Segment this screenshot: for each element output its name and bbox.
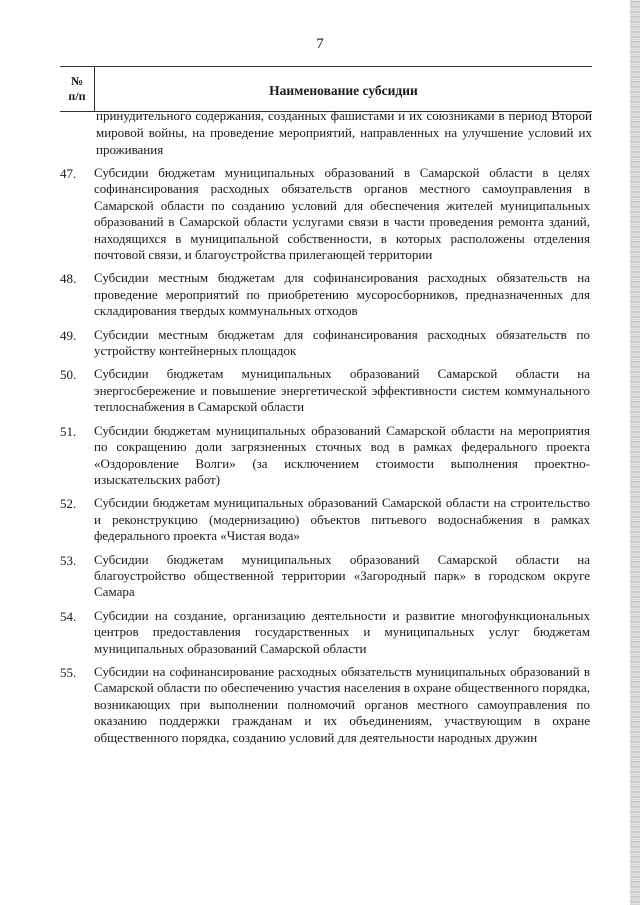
row-number: 55. bbox=[60, 664, 77, 680]
row-number: 48. bbox=[60, 271, 77, 287]
row-subsidy-text: Субсидии местным бюджетам для софинансирования расходных обязательств на проведение мероприятий по приобретению мусоросборников, предназначенных для складирования твердых коммунальных отходов bbox=[94, 270, 590, 319]
table-row bbox=[60, 327, 592, 360]
table-row bbox=[60, 552, 592, 601]
row-number: 54. bbox=[60, 608, 77, 624]
row-number: 52. bbox=[60, 496, 77, 512]
table-row bbox=[60, 423, 592, 489]
subsidies-table bbox=[60, 66, 592, 746]
row-number: 51. bbox=[60, 423, 77, 439]
header-name-cell: Наименование субсидии bbox=[269, 83, 418, 98]
table-row bbox=[60, 270, 592, 319]
header-num-label: № bbox=[70, 74, 84, 88]
header-num-label-2: п/п bbox=[68, 89, 86, 103]
page-number: 7 bbox=[316, 36, 324, 52]
row-subsidy-text: Субсидии местным бюджетам для софинансирования расходных обязательств по устройству контейнерных площадок bbox=[94, 326, 590, 359]
table-body bbox=[60, 165, 592, 746]
table-row bbox=[60, 165, 592, 263]
continuation-text: принудительного содержания, созданных фашистами и их союзниками в период Второй мировой войны, на проведение мероприятий, направленных на улучшение условий их проживания bbox=[96, 108, 592, 157]
row-subsidy-text: Субсидии бюджетам муниципальных образований Самарской области на строительство и реконструкцию (модернизацию) объектов питьевого водоснабжения в рамках федерального проекта «Чистая вода» bbox=[94, 495, 590, 544]
row-subsidy-text: Субсидии на софинансирование расходных обязательств муниципальных образований в Самарской области по обеспечению участия населения в охране общественного порядка, возникающих при выполнении полномочий органов местного самоуправления по оказанию поддержки гражданам и их объединениям, участвующим в охране общественного порядка, созданию условий для деятельности народных дружин bbox=[94, 663, 590, 745]
row-number: 49. bbox=[60, 327, 77, 343]
table-row bbox=[60, 495, 592, 544]
table-row bbox=[60, 608, 592, 657]
row-subsidy-text: Субсидии бюджетам муниципальных образований в Самарской области в целях софинансирования расходных обязательств органов местного самоуправления в Самарской области по созданию условий для обеспечения жителей муниципальных образований в Самарской области услугами связи в части проведения ремонта зданий, находящихся в муниципальной собственности, в которых расположены отделения почтовой связи, и благоустройства прилегающей территории bbox=[94, 165, 590, 263]
row-number: 53. bbox=[60, 552, 77, 568]
row-number: 47. bbox=[60, 166, 77, 181]
row-subsidy-text: Субсидии бюджетам муниципальных образований Самарской области на благоустройство общественной территории «Загородный парк» в городском округе Самара bbox=[94, 551, 590, 600]
table-header bbox=[60, 66, 592, 112]
row-number: 50. bbox=[60, 367, 77, 383]
row-subsidy-text: Субсидии бюджетам муниципальных образований Самарской области на энергосбережение и повышение энергетической эффективности систем коммунального теплоснабжения в Самарской области bbox=[94, 366, 590, 415]
table-row bbox=[60, 366, 592, 415]
row-subsidy-text: Субсидии бюджетам муниципальных образований Самарской области на мероприятия по сокращению доли загрязненных сточных вод в рамках федерального проекта «Оздоровление Волги» (за исключением стоимости выполнения проектно-изыскательских работ) bbox=[94, 422, 590, 487]
scan-edge bbox=[630, 0, 640, 905]
header-num-cell bbox=[60, 67, 95, 111]
table-row bbox=[60, 664, 592, 746]
row-subsidy-text: Субсидии на создание, организацию деятельности и развитие многофункциональных центров предоставления государственных и муниципальных услуг бюджетам муниципальных образований Самарской области bbox=[94, 607, 590, 656]
